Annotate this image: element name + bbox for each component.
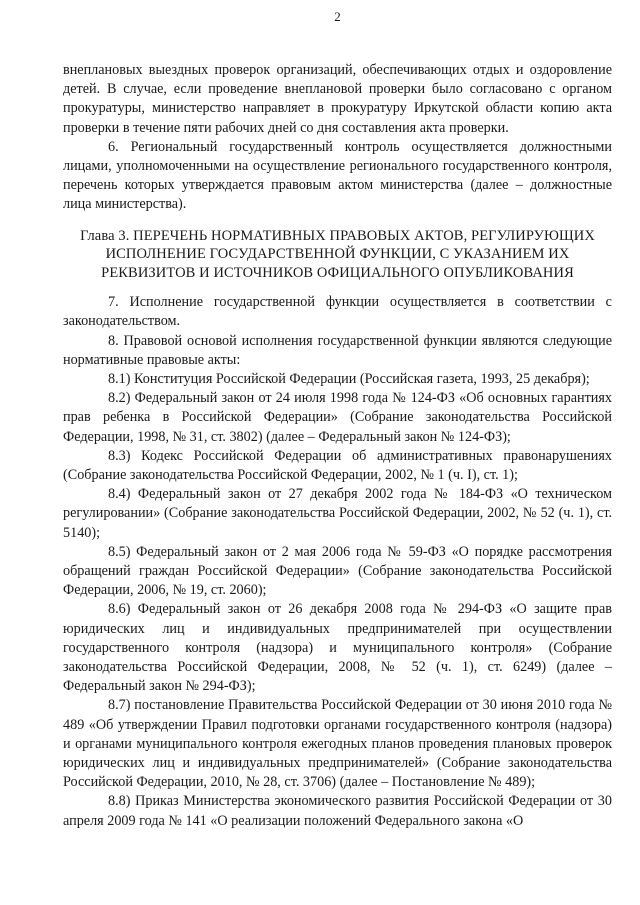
paragraph-item-8-6: 8.6) Федеральный закон от 26 декабря 2008 года № 294-ФЗ «О защите прав юридических лиц и индивидуальных предпринимателей при осуществлении государственного контроля (надзора) и муниципального контроля» (Собрание законодательства Российской Федерации, 2008, № 52 (ч. 1), ст. 6249) (далее – Федеральный закон № 294-ФЗ); — [63, 601, 612, 695]
page-number: 2 — [334, 9, 341, 24]
paragraph-continuation: внеплановых выездных проверок организаций, обеспечивающих отдых и оздоровление детей. В случае, если проведение внеплановой проверки было согласовано с органом прокуратуры, министерство направляет в прокуратуру Иркутской области копию акта проверки в течение пяти рабочих дней со дня составления акта проверки. — [63, 62, 612, 136]
paragraph-item-8-7: 8.7) постановление Правительства Российской Федерации от 30 июня 2010 года № 489 «Об утверждении Правил подготовки органами государственного контроля (надзора) и органами муниципального контроля ежегодных планов проведения плановых проверок юридических лиц и индивидуальных предпринимателей» (Собрание законодательства Российской Федерации, 2010, № 28, ст. 3706) (далее – Постановление № 489); — [63, 697, 612, 791]
paragraph-item-7: 7. Исполнение государственной функции осуществляется в соответствии с законодательством. — [63, 294, 612, 330]
paragraph-item-8: 8. Правовой основой исполнения государственной функции являются следующие нормативные правовые акты: — [63, 332, 612, 368]
paragraph-item-6: 6. Региональный государственный контроль осуществляется должностными лицами, уполномоченными на осуществление регионального государственного контроля, перечень которых утверждается правовым актом министерства (далее – должностные лица министерства). — [63, 138, 612, 213]
chapter-heading: Глава 3. ПЕРЕЧЕНЬ НОРМАТИВНЫХ ПРАВОВЫХ АКТОВ, РЕГУЛИРУЮЩИХ ИСПОЛНЕНИЕ ГОСУДАРСТВЕННОЙ ФУНКЦИИ, С УКАЗАНИЕМ ИХ РЕКВИЗИТОВ И ИСТОЧНИКОВ ОФИЦИАЛЬНОГО ОПУБЛИКОВАНИЯ — [80, 227, 595, 281]
document-body — [63, 61, 612, 831]
paragraph-item-8-8: 8.8) Приказ Министерства экономического развития Российской Федерации от 30 апреля 2009 года № 141 «О реализации положений Федерального закона «О — [63, 793, 612, 829]
paragraph-item-8-1: 8.1) Конституция Российской Федерации (Российская газета, 1993, 25 декабря); — [108, 370, 590, 387]
paragraph-item-8-3: 8.3) Кодекс Российской Федерации об административных правонарушениях (Собрание законодательства Российской Федерации, 2002, № 1 (ч. I), ст. 1); — [63, 447, 612, 483]
paragraph-item-8-2: 8.2) Федеральный закон от 24 июля 1998 года № 124-ФЗ «Об основных гарантиях прав ребенка в Российской Федерации» (Собрание законодательства Российской Федерации, 1998, № 31, ст. 3802) (далее – Федеральный закон № 124-ФЗ); — [63, 390, 612, 445]
paragraph-item-8-5: 8.5) Федеральный закон от 2 мая 2006 года № 59-ФЗ «О порядке рассмотрения обращений граждан Российской Федерации» (Собрание законодательства Российской Федерации, 2006, № 19, ст. 2060); — [63, 543, 612, 599]
paragraph-item-8-4: 8.4) Федеральный закон от 27 декабря 2002 года № 184-ФЗ «О техническом регулировании» (Собрание законодательства Российской Федерации, 2002, № 52 (ч. 1), ст. 5140); — [63, 486, 612, 541]
